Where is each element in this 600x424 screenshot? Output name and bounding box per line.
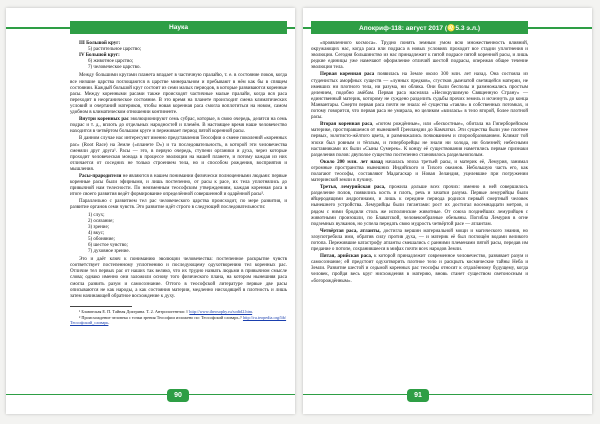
issue-header-right bbox=[311, 21, 528, 34]
paragraph-lead: Вторая коренная раса bbox=[320, 122, 373, 128]
section-title: Наука bbox=[168, 24, 189, 31]
paragraph-text: прожила дольше всех прочих: именно в ней совершилось разделение полов, появились кость и плоть, речь и зачатки разума. Первые лемурийцы были яйцеродящими андрогинами, и лишь к середине периода родился первый смертный человек нынешнего устройства. Лемурийцы были гигантами: рост их достигал восемнадцати метров, и рядом с ними бродили столь же исполинские животные. От союза позднейших лемурийцев с животными произошли, по Блаватской, человекообразные обезьяны. Погибла Лемурия в огне подземных вулканов, но успела передать свою мудрость четвёртой расе — атлантам. bbox=[311, 185, 528, 227]
page-number-badge: 91 bbox=[407, 389, 429, 402]
list-item: 6) животное царство; bbox=[88, 59, 134, 65]
body-paragraph bbox=[311, 122, 528, 159]
paragraph-text: Это и даёт ключ к пониманию эволюции человечества: постепенное раскрытие чувств соответствует постепенному уплотнению и последующему одухотворению тел коренных рас. Отличие тел первых рас от наших так велико, что их трудно назвать людьми в привычном смысле слова; однако именно они заложили основу того физического плана, на котором нынешняя раса смогла развить разум и самосознание. Оттого в теософской литературе первые две расы описываются не как народы, а как состояния материи, медленно нисходящей в плотность и лишь затем начинающей обратное восхождение к духу. bbox=[70, 257, 287, 299]
footnote bbox=[70, 315, 287, 326]
body-paragraph bbox=[70, 174, 287, 198]
list-item: III Большой круг: bbox=[79, 41, 121, 46]
body-paragraph bbox=[70, 136, 287, 173]
body-paragraph bbox=[70, 117, 287, 135]
list-item: 4) вкус; bbox=[88, 230, 105, 236]
left-page-content bbox=[70, 41, 287, 388]
footnote bbox=[70, 309, 287, 314]
body-paragraph bbox=[70, 257, 287, 300]
paragraph-text: Параллельно с развитием тел рас человеческого царства происходит, по мере развития, и развитие органов семи чувств. Это развитие идёт строго в следующей последовательности: bbox=[70, 199, 287, 211]
right-page-content bbox=[311, 41, 528, 388]
list-item: 2) осязание; bbox=[88, 218, 114, 224]
page-number-badge: 90 bbox=[167, 389, 189, 402]
rounds-kingdoms-list bbox=[70, 41, 287, 71]
body-paragraph bbox=[311, 229, 528, 253]
paragraph-text: Между большими кругами планета впадает в частичную пралайю, т. е. в состояние покоя, когда все низшие царства поглощаются в царстве минеральном и пребывают в нём как бы в спящем состоянии. Каждый большой круг состоит из семи малых периодов, в которые развиваются коренные расы. Между коренными расами также происходят частичные малые пралайи, когда вся раса переходит в неорганическое состояние. В это время на планете происходит смена климатических условий и очертаний материков, чтобы новая коренная раса смогла воплотиться на новом, самом удобном в климатическом отношении континенте. bbox=[70, 73, 287, 116]
paragraph-text: не являются в нашем понимании физически полноценными людьми: первые коренные расы были эфирными, и лишь постепенно, от расы к расе, их тела уплотнялись до привычной нам телесности. По неизменным теософским утверждениям, каждая коренная раса в итоге своего развития ведёт формирование определённой совершенной и одарённой расы². bbox=[70, 173, 287, 198]
section-header-left bbox=[70, 21, 287, 34]
paragraph-lead: Четвёртая раса, атланты, bbox=[320, 228, 381, 234]
body-paragraph bbox=[311, 254, 528, 284]
body-paragraph bbox=[311, 41, 528, 71]
paragraph-lead: Пятая, арийская раса, bbox=[320, 254, 373, 260]
list-item: 1) слух; bbox=[88, 212, 105, 218]
paragraph-text: началась эпоха третьей расы, и материк её, Лемурия, занимал огромные пространства нынешних Индийского и Тихого океанов. Небольшую часть его, как полагают теософы, составляют Мадагаскар и Новая Зеландия, уцелевшие при погружении материнской земли в пучину. bbox=[311, 159, 529, 184]
footnote-link[interactable]: http://ru.teopedia.org/lib/Теософский_словарь bbox=[70, 315, 287, 326]
list-item: 6) шестое чувство; bbox=[88, 243, 128, 248]
footnote-text: ² Происхождение человека с точки зрения Теософии изложено по: Теософский словарь // bbox=[79, 315, 243, 321]
list-item: 7) человеческое царство. bbox=[88, 65, 141, 71]
paragraph-lead: Третья, лемурийская раса, bbox=[320, 185, 386, 191]
body-paragraph bbox=[311, 185, 528, 228]
paragraph-lead: Около 200 млн. лет назад bbox=[320, 159, 383, 165]
paragraph-lead: Первая коренная раса bbox=[320, 72, 375, 78]
paragraph-text: , «потом рождённые», или «бескостные», обитала на Гиперборейском материке, простиравшемся от нынешней Гренландии до Камчатки. Эти существа были уже плотнее первых, золотисто-жёлтого цвета, и размножались почкованием и спорообразованием. Климат той эпохи был ровным и тёплым, и гиперборейцы не знали ни холода, ни болезней; небесными наставниками их были «Сыны Сумерек». К концу её существования наметились первые признаки разделения полов: двуполое существо постепенно становилось раздельнополым. bbox=[311, 122, 528, 158]
paragraph-text: В данном случае нас интересуют именно представления Теософии о смене поколений «коренных рас» (Root Race) на Земле («планете D») и та последовательность, в которой эти человечества сменяли друг друга¹. Расы — это, в первую очередь, ступени органики и духа, через которые проходит человеческая монада в процессе эволюции на нашей планете, и потому каждая из них отличается от соседних не только строением тела, но и способом рождения, восприятия и мышления. bbox=[70, 136, 287, 172]
paragraph-lead: Расы-прародители bbox=[79, 173, 122, 179]
body-paragraph bbox=[311, 160, 528, 184]
paragraph-text: к которой принадлежит современное человечество, развивает разум и самосознание; ей предстоит одухотворить плотное тело и раскрыть космические тайны Неба и Земли. Развитие шестой и седьмой коренных рас теософы относят к отдалённому будущему, когда человек, пройдя весь круг нисхождения в материю, вновь станет существом светоносным и «богорождённым». bbox=[311, 254, 528, 284]
footer-rule-left bbox=[6, 394, 295, 396]
footnote-text: . bbox=[252, 308, 254, 314]
footnote-text: ¹ Блаватская Е. П. Тайная Доктрина. Т. 2. Антропогенезис // bbox=[79, 308, 190, 314]
paragraph-text: эволюционируют семь субрас, которые, в свою очередь, делятся на семь подрас и т. д., вплоть до отдельных народностей и племён. В настоящее время наше человечество находится в четвёртом большом круге и переживает период пятой коренной расы. bbox=[70, 117, 288, 135]
right-page bbox=[303, 8, 592, 414]
footnote-link[interactable]: http://www.theosophy.ru/sodtd2.htm bbox=[189, 308, 253, 314]
paragraph-lead: Внутри коренных рас bbox=[79, 117, 129, 123]
senses-list bbox=[70, 213, 287, 256]
footnote-divider bbox=[70, 306, 132, 307]
footer-rule-right bbox=[303, 394, 592, 396]
list-item: IV Большой круг: bbox=[79, 53, 120, 59]
body-paragraph bbox=[70, 73, 287, 116]
paragraph-text: появилась на Земле около 300 млн. лет назад. Она состояла из студенистых аморфных существ — «лунных предков», сгустков дымчатой светящейся материи, не имевших ни плотного тела, ни разума, ни облика. Они были бесполы и размножались простым делением, подобно амёбам. Первая раса населяла «Несокрушимую Священную Страну» — единственный материк, которому не суждено разделить судьбы прочих земель и исчезнуть до конца Манвантары. Смерти первая раса почти не знала: её существа «таяли» в собственных потомках, и потому говорится, что первая раса не умирала, но целиком «влилась» в тело второй, более плотной расы. bbox=[311, 72, 529, 121]
list-item: 5) растительное царство; bbox=[88, 47, 142, 53]
left-page bbox=[6, 8, 295, 414]
paragraph-text: достигла вершин материальной мощи и магического знания, но злоупотребила ими, обратив силу против духа, — и материк её был поглощён водами великого потопа. Пережившие катастрофу атланты смешались с ранними племенами пятой расы, передав им предание о потопе, сохранившееся в мифах почти всех народов Земли. bbox=[311, 228, 528, 253]
footnote-text: . bbox=[108, 320, 110, 326]
list-item: 3) зрение; bbox=[88, 224, 110, 230]
body-paragraph bbox=[70, 199, 287, 211]
footnotes bbox=[70, 306, 287, 326]
list-item: 7) духовное зрение. bbox=[88, 249, 130, 255]
paragraph-text: «проявленного космоса». Трудно понять земным умом всю множественность влияний, окружающих нас, когда раса или подраса в новых условиях проходит все стадии уплотнения и эволюции. Сегодня большинство из нас принадлежит к пятой подрасе пятой коренной расы, и лишь редкие единицы уже намечают оформление отличий шестой подрасы, опережая общее течение эволюции тела. bbox=[311, 41, 528, 71]
list-item: 5) обоняние; bbox=[88, 236, 115, 242]
issue-title: Апокриф-118: август 2017 (♌5.3 э.л.) bbox=[358, 24, 481, 32]
body-paragraph bbox=[311, 72, 528, 121]
